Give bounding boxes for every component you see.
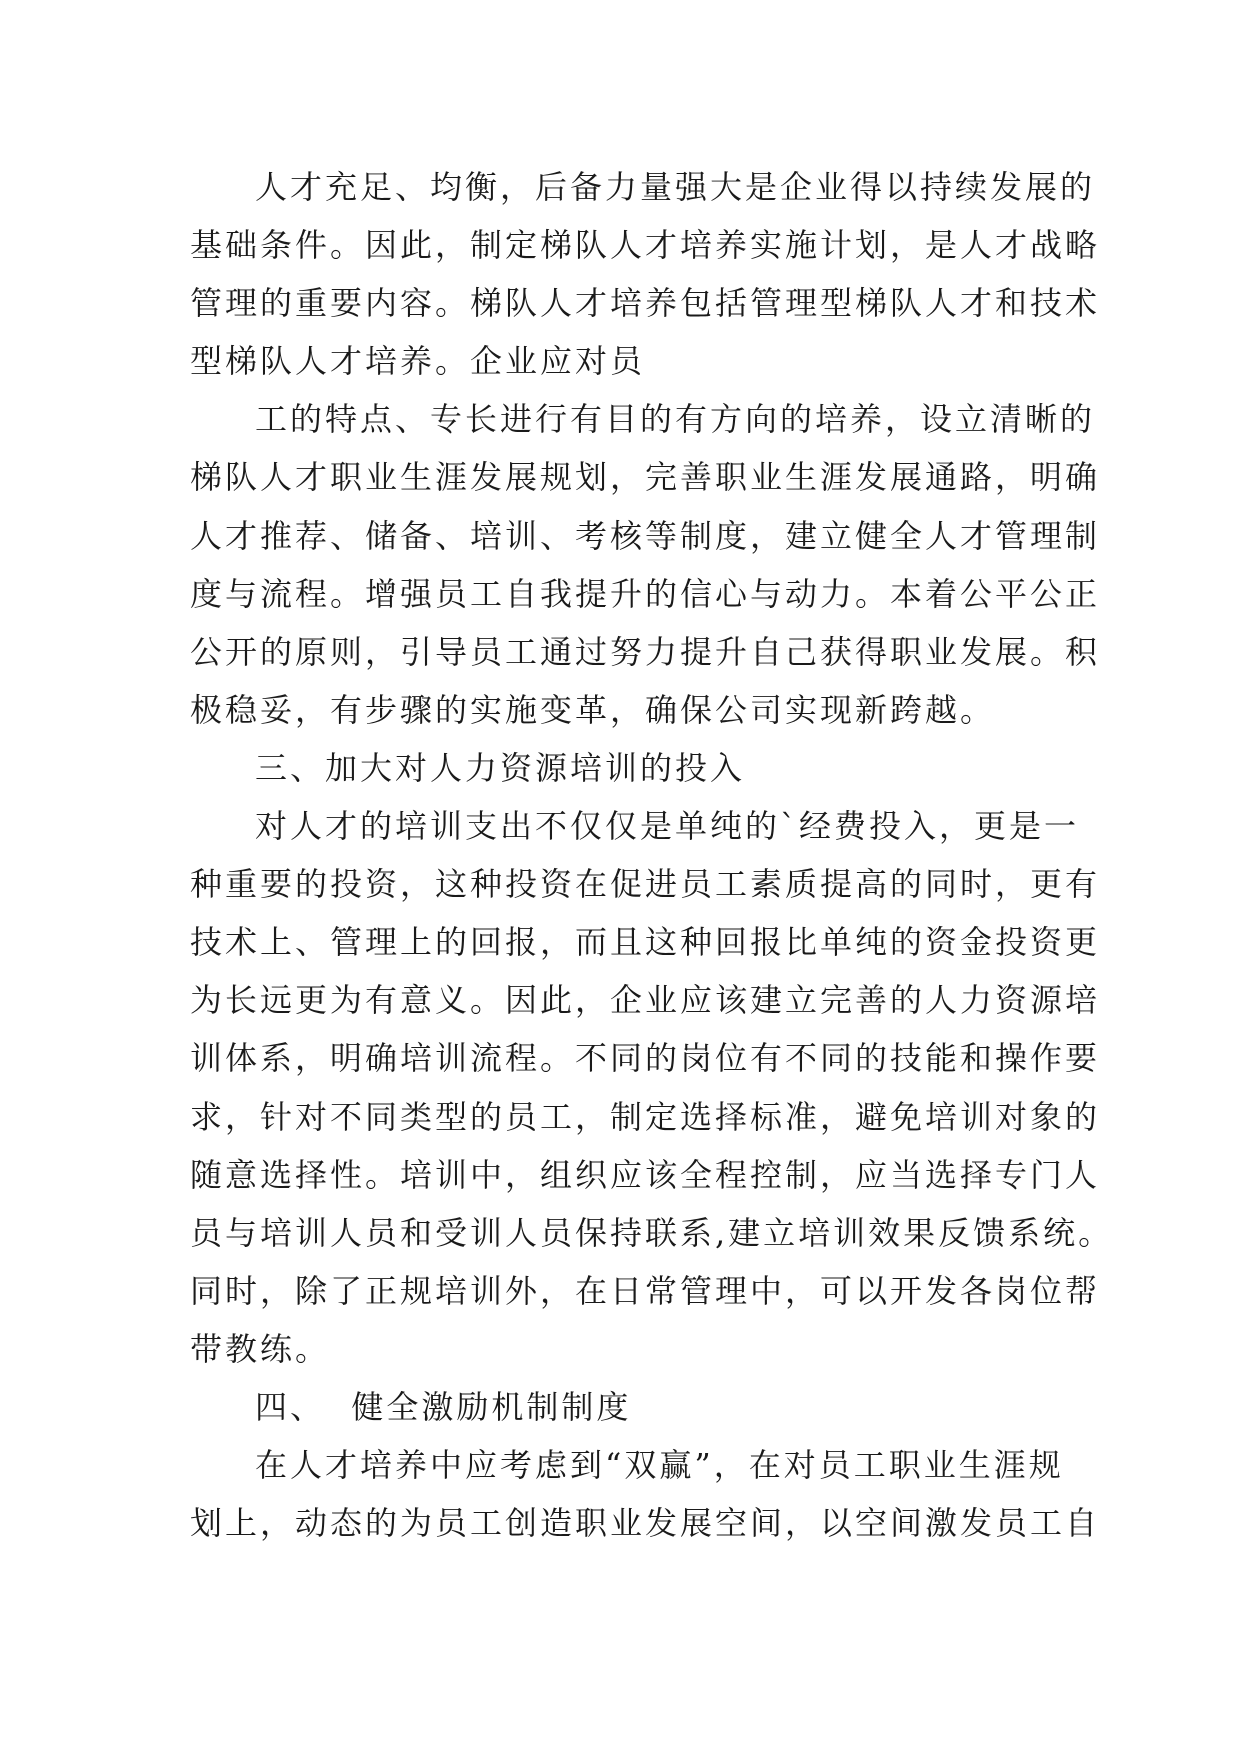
- paragraph-line: 管理的重要内容。梯队人才培养包括管理型梯队人才和技术: [190, 284, 1101, 323]
- paragraph-line: 种重要的投资，这种投资在促进员工素质提高的同时，更有: [190, 865, 1101, 904]
- document-body: [190, 158, 1114, 1552]
- section-heading: 四、 健全激励机制制度: [255, 1387, 632, 1426]
- paragraph-line: 技术上、管理上的回报，而且这种回报比单纯的资金投资更: [190, 923, 1101, 962]
- paragraph-line: 随意选择性。培训中，组织应该全程控制，应当选择专门人: [190, 1155, 1101, 1194]
- paragraph-line: 同时，除了正规培训外，在日常管理中，可以开发各岗位帮: [190, 1271, 1101, 1310]
- paragraph-line: 基础条件。因此，制定梯队人才培养实施计划，是人才战略: [190, 226, 1101, 265]
- section-heading: 三、加大对人力资源培训的投入: [255, 748, 746, 787]
- paragraph-line: 度与流程。增强员工自我提升的信心与动力。本着公平公正: [190, 574, 1101, 613]
- paragraph-line: 型梯队人才培养。企业应对员: [190, 342, 646, 381]
- paragraph-line: 梯队人才职业生涯发展规划，完善职业生涯发展通路，明确: [190, 458, 1101, 497]
- paragraph-line: 在人才培养中应考虑到“双赢”，在对员工职业生涯规: [255, 1446, 1064, 1485]
- paragraph-line: 人才充足、均衡，后备力量强大是企业得以持续发展的: [255, 168, 1096, 206]
- paragraph-line: 划上，动态的为员工创造职业发展空间，以空间激发员工自: [190, 1504, 1101, 1543]
- paragraph-line: 工的特点、专长进行有目的有方向的培养，设立清晰的: [255, 400, 1096, 439]
- paragraph-line: 公开的原则，引导员工通过努力提升自己获得职业发展。积: [190, 632, 1101, 671]
- paragraph-line: 极稳妥，有步骤的实施变革，确保公司实现新跨越。: [190, 690, 996, 729]
- paragraph-line: 员与培训人员和受训人员保持联系,建立培训效果反馈系统。: [190, 1213, 1114, 1252]
- paragraph-line: 对人才的培训支出不仅仅是单纯的`经费投入，更是一: [255, 807, 1080, 846]
- paragraph-line: 人才推荐、储备、培训、考核等制度，建立健全人才管理制: [190, 516, 1101, 555]
- paragraph-line: 求，针对不同类型的员工，制定选择标准，避免培训对象的: [190, 1097, 1101, 1136]
- paragraph-line: 训体系，明确培训流程。不同的岗位有不同的技能和操作要: [190, 1039, 1101, 1078]
- paragraph-line: 带教练。: [190, 1329, 331, 1368]
- paragraph-line: 为长远更为有意义。因此，企业应该建立完善的人力资源培: [190, 981, 1101, 1020]
